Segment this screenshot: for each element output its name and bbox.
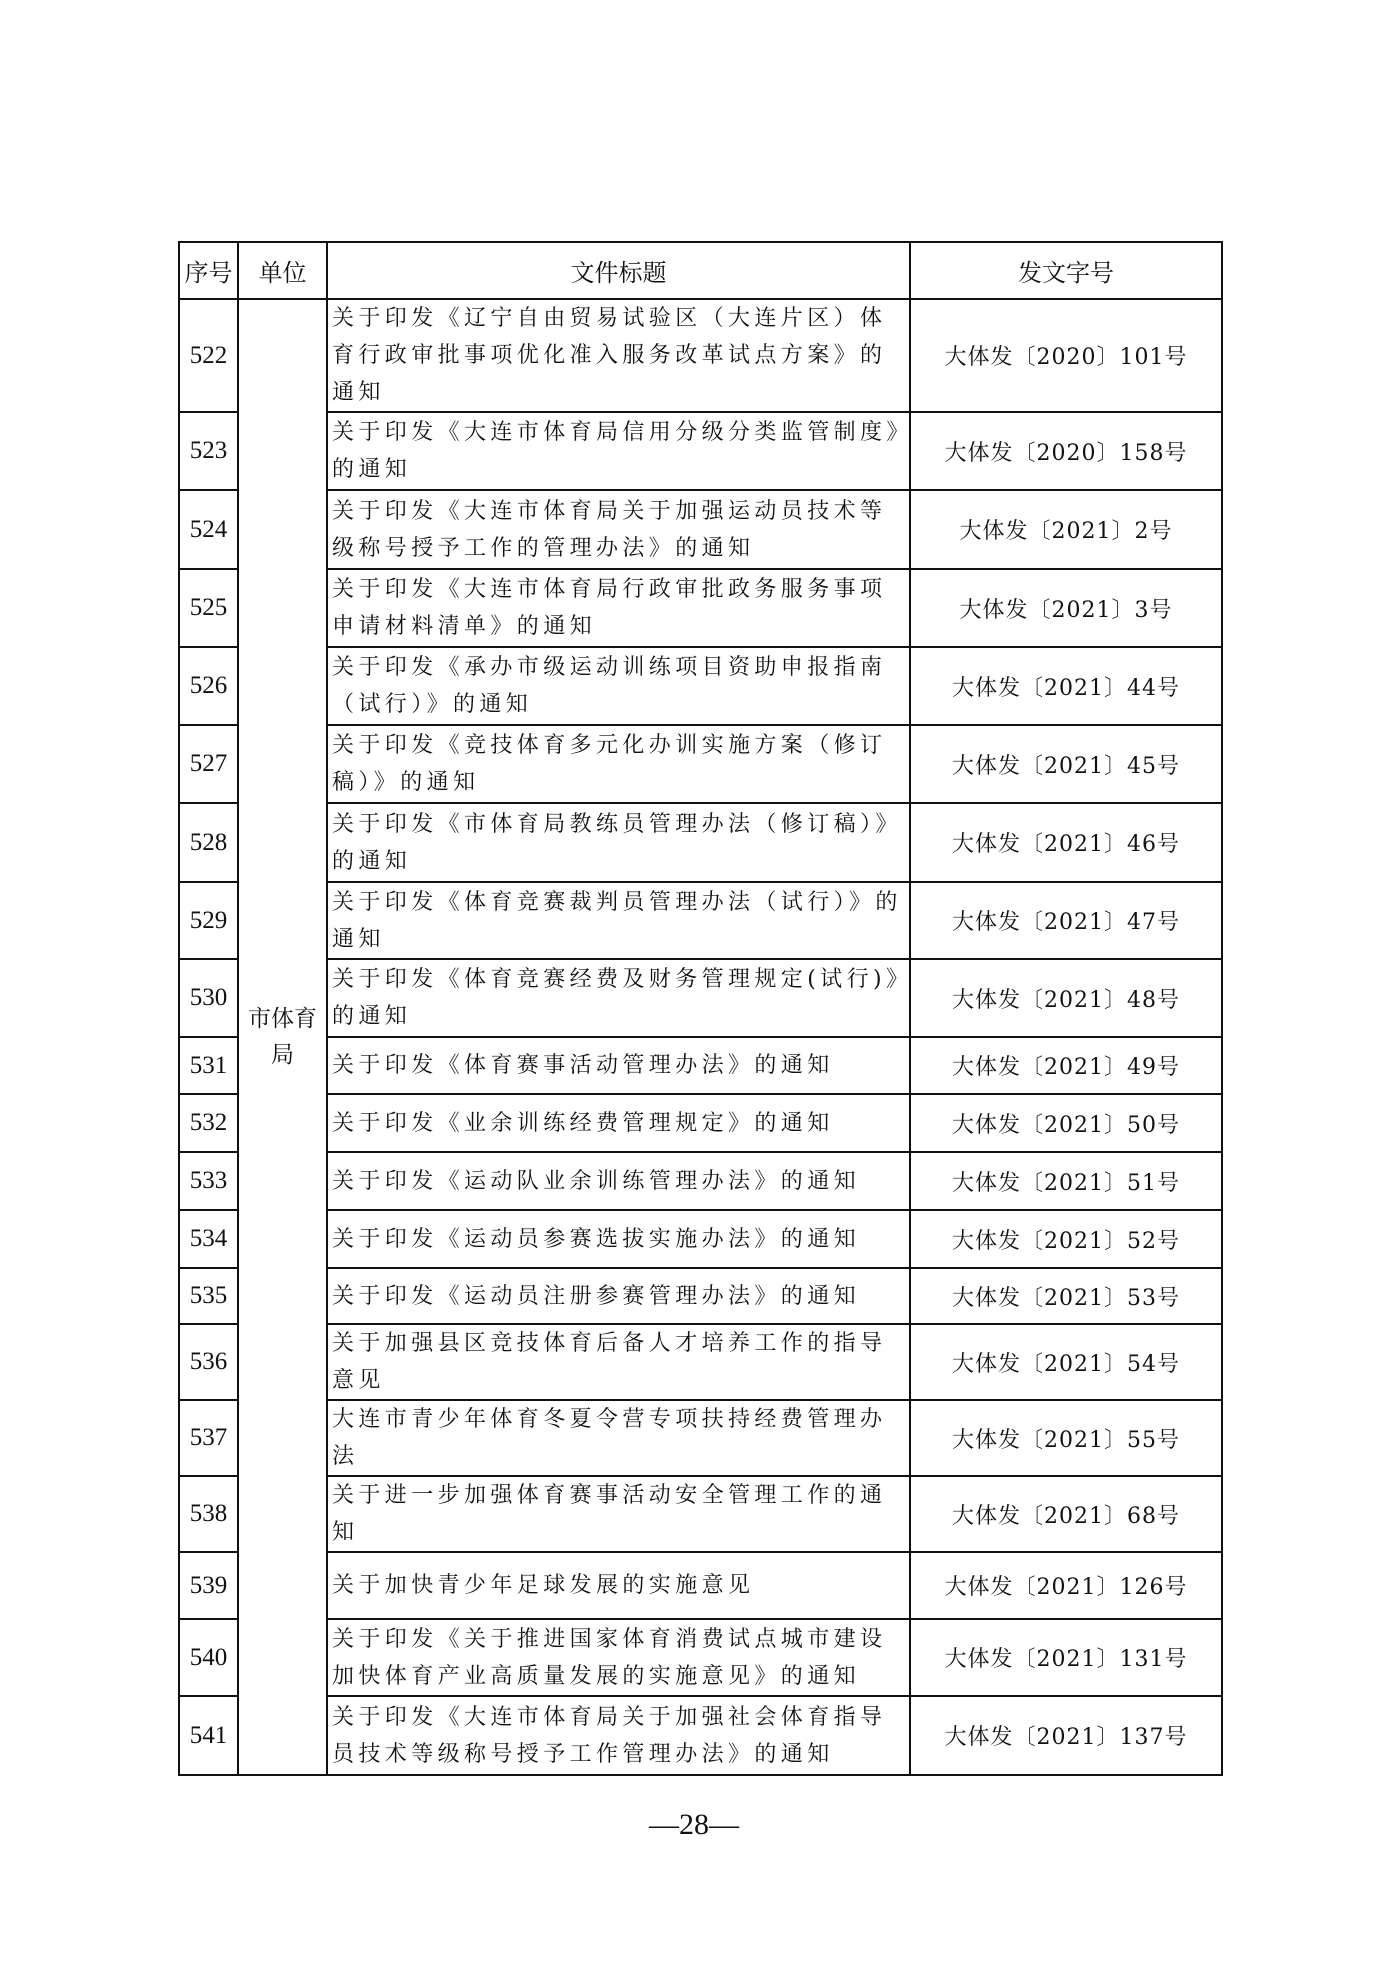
unit-cell: 市体育局 [238,299,327,1775]
title-cell: 关于印发《大连市体育局关于加强社会体育指导员技术等级称号授予工作管理办法》的通知 [327,1696,910,1775]
table-row [179,1619,1222,1696]
title-cell: 关于印发《大连市体育局关于加强运动员技术等级称号授予工作的管理办法》的通知 [327,490,910,569]
doc-number-cell: 大体发〔2021〕126号 [910,1552,1222,1619]
doc-number-cell: 大体发〔2021〕137号 [910,1696,1222,1775]
serial-cell: 540 [179,1619,238,1696]
title-cell: 大连市青少年体育冬夏令营专项扶持经费管理办法 [327,1400,910,1476]
page-number: —28— [649,1808,739,1841]
title-cell: 关于印发《关于推进国家体育消费试点城市建设加快体育产业高质量发展的实施意见》的通知 [327,1619,910,1696]
table-row [179,299,1222,412]
serial-cell: 531 [179,1037,238,1094]
doc-number-cell: 大体发〔2021〕53号 [910,1268,1222,1324]
title-cell: 关于印发《体育竞赛裁判员管理办法（试行）》的通知 [327,882,910,959]
document-list-table [178,241,1223,1776]
serial-cell: 526 [179,647,238,725]
doc-number-cell: 大体发〔2021〕54号 [910,1324,1222,1400]
title-cell: 关于印发《业余训练经费管理规定》的通知 [327,1094,910,1152]
title-cell: 关于印发《体育赛事活动管理办法》的通知 [327,1037,910,1094]
serial-cell: 530 [179,959,238,1037]
table-row [179,1037,1222,1094]
doc-number-cell: 大体发〔2021〕3号 [910,569,1222,647]
table-row [179,882,1222,959]
serial-cell: 538 [179,1476,238,1552]
title-cell: 关于进一步加强体育赛事活动安全管理工作的通知 [327,1476,910,1552]
serial-cell: 525 [179,569,238,647]
serial-cell: 524 [179,490,238,569]
table-row [179,959,1222,1037]
title-cell: 关于印发《大连市体育局信用分级分类监管制度》的通知 [327,412,910,490]
doc-number-cell: 大体发〔2021〕68号 [910,1476,1222,1552]
table-row [179,725,1222,803]
header-unit: 单位 [238,242,327,299]
title-cell: 关于印发《承办市级运动训练项目资助申报指南（试行）》的通知 [327,647,910,725]
serial-cell: 537 [179,1400,238,1476]
serial-cell: 539 [179,1552,238,1619]
table-row [179,1324,1222,1400]
serial-cell: 532 [179,1094,238,1152]
table-row [179,803,1222,882]
doc-number-cell: 大体发〔2021〕52号 [910,1210,1222,1268]
header-doc-number: 发文字号 [910,242,1222,299]
table-row [179,1696,1222,1775]
serial-cell: 522 [179,299,238,412]
table-row [179,1210,1222,1268]
table-row [179,1152,1222,1210]
doc-number-cell: 大体发〔2021〕48号 [910,959,1222,1037]
serial-cell: 533 [179,1152,238,1210]
serial-cell: 536 [179,1324,238,1400]
doc-number-cell: 大体发〔2021〕46号 [910,803,1222,882]
doc-number-cell: 大体发〔2021〕45号 [910,725,1222,803]
doc-number-cell: 大体发〔2020〕158号 [910,412,1222,490]
table-row [179,647,1222,725]
doc-number-cell: 大体发〔2021〕131号 [910,1619,1222,1696]
serial-cell: 541 [179,1696,238,1775]
table-row [179,1552,1222,1619]
serial-cell: 535 [179,1268,238,1324]
doc-number-cell: 大体发〔2021〕2号 [910,490,1222,569]
serial-cell: 528 [179,803,238,882]
table-row [179,1400,1222,1476]
serial-cell: 523 [179,412,238,490]
title-cell: 关于印发《运动队业余训练管理办法》的通知 [327,1152,910,1210]
title-cell: 关于印发《辽宁自由贸易试验区（大连片区）体育行政审批事项优化准入服务改革试点方案》的通知 [327,299,910,412]
title-cell: 关于加强县区竞技体育后备人才培养工作的指导意见 [327,1324,910,1400]
header-serial: 序号 [179,242,238,299]
doc-number-cell: 大体发〔2021〕51号 [910,1152,1222,1210]
table-row [179,569,1222,647]
title-cell: 关于印发《体育竞赛经费及财务管理规定(试行)》的通知 [327,959,910,1037]
doc-number-cell: 大体发〔2021〕50号 [910,1094,1222,1152]
table-row [179,1476,1222,1552]
title-cell: 关于印发《大连市体育局行政审批政务服务事项申请材料清单》的通知 [327,569,910,647]
table-row [179,490,1222,569]
doc-number-cell: 大体发〔2021〕47号 [910,882,1222,959]
title-cell: 关于印发《竞技体育多元化办训实施方案（修订稿）》的通知 [327,725,910,803]
title-cell: 关于加快青少年足球发展的实施意见 [327,1552,910,1619]
doc-number-cell: 大体发〔2020〕101号 [910,299,1222,412]
table-row [179,412,1222,490]
serial-cell: 527 [179,725,238,803]
doc-number-cell: 大体发〔2021〕49号 [910,1037,1222,1094]
title-cell: 关于印发《运动员参赛选拔实施办法》的通知 [327,1210,910,1268]
doc-number-cell: 大体发〔2021〕55号 [910,1400,1222,1476]
table-row [179,1094,1222,1152]
serial-cell: 534 [179,1210,238,1268]
table-header-row [179,242,1222,299]
title-cell: 关于印发《运动员注册参赛管理办法》的通知 [327,1268,910,1324]
title-cell: 关于印发《市体育局教练员管理办法（修订稿）》的通知 [327,803,910,882]
doc-number-cell: 大体发〔2021〕44号 [910,647,1222,725]
serial-cell: 529 [179,882,238,959]
header-title: 文件标题 [327,242,910,299]
table-row [179,1268,1222,1324]
